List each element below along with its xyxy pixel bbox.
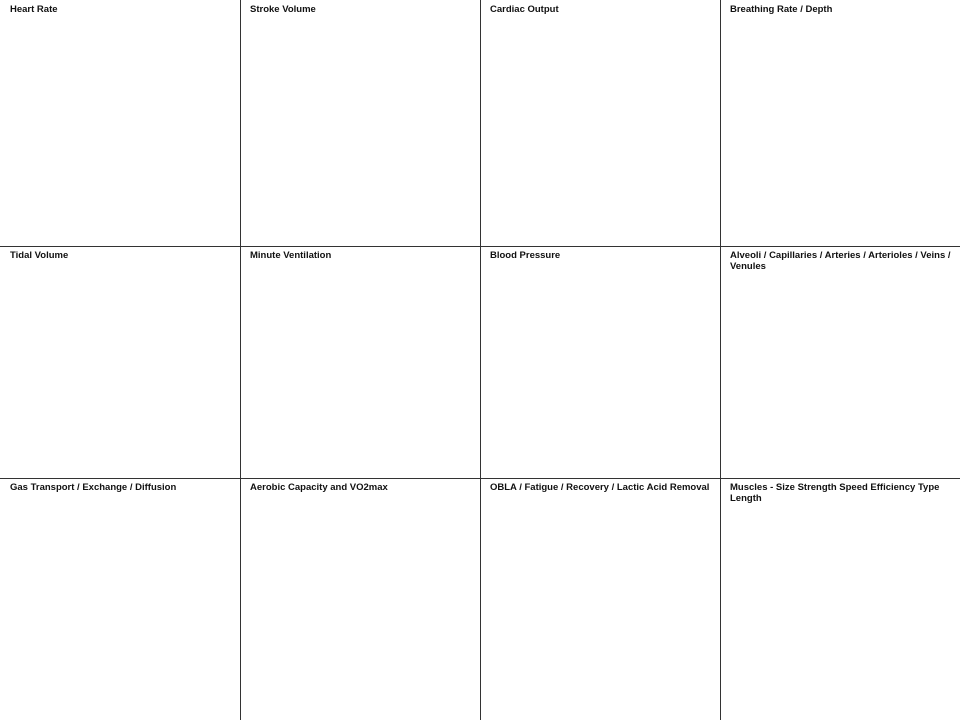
cell-minute-ventilation: [240, 246, 480, 478]
cell-gas-transport: [0, 478, 240, 720]
cell-title: Minute Ventilation: [250, 250, 332, 261]
cell-blood-pressure: [480, 246, 720, 478]
cell-stroke-volume: [240, 0, 480, 246]
cell-obla-fatigue: [480, 478, 720, 720]
cell-muscles: [720, 478, 960, 720]
cell-title: Gas Transport / Exchange / Diffusion: [10, 482, 177, 493]
cell-title: Cardiac Output: [490, 4, 559, 15]
cell-heart-rate: [0, 0, 240, 246]
cell-title: Tidal Volume: [10, 250, 69, 261]
cell-title: Blood Pressure: [490, 250, 561, 261]
cell-title: Stroke Volume: [250, 4, 316, 15]
cell-tidal-volume: [0, 246, 240, 478]
cell-cardiac-output: [480, 0, 720, 246]
cell-title: Aerobic Capacity and VO2max: [250, 482, 388, 493]
cell-title: Alveoli / Capillaries / Arteries / Arterioles / Veins / Venules: [730, 250, 951, 272]
cell-vessels: [720, 246, 960, 478]
cell-title: Breathing Rate / Depth: [730, 4, 833, 15]
cell-breathing-rate-depth: [720, 0, 960, 246]
cell-title: Heart Rate: [10, 4, 58, 15]
cell-title: OBLA / Fatigue / Recovery / Lactic Acid Removal: [490, 482, 710, 493]
cell-title: Muscles - Size Strength Speed Efficiency Type Length: [730, 482, 940, 504]
cell-aerobic-capacity: [240, 478, 480, 720]
